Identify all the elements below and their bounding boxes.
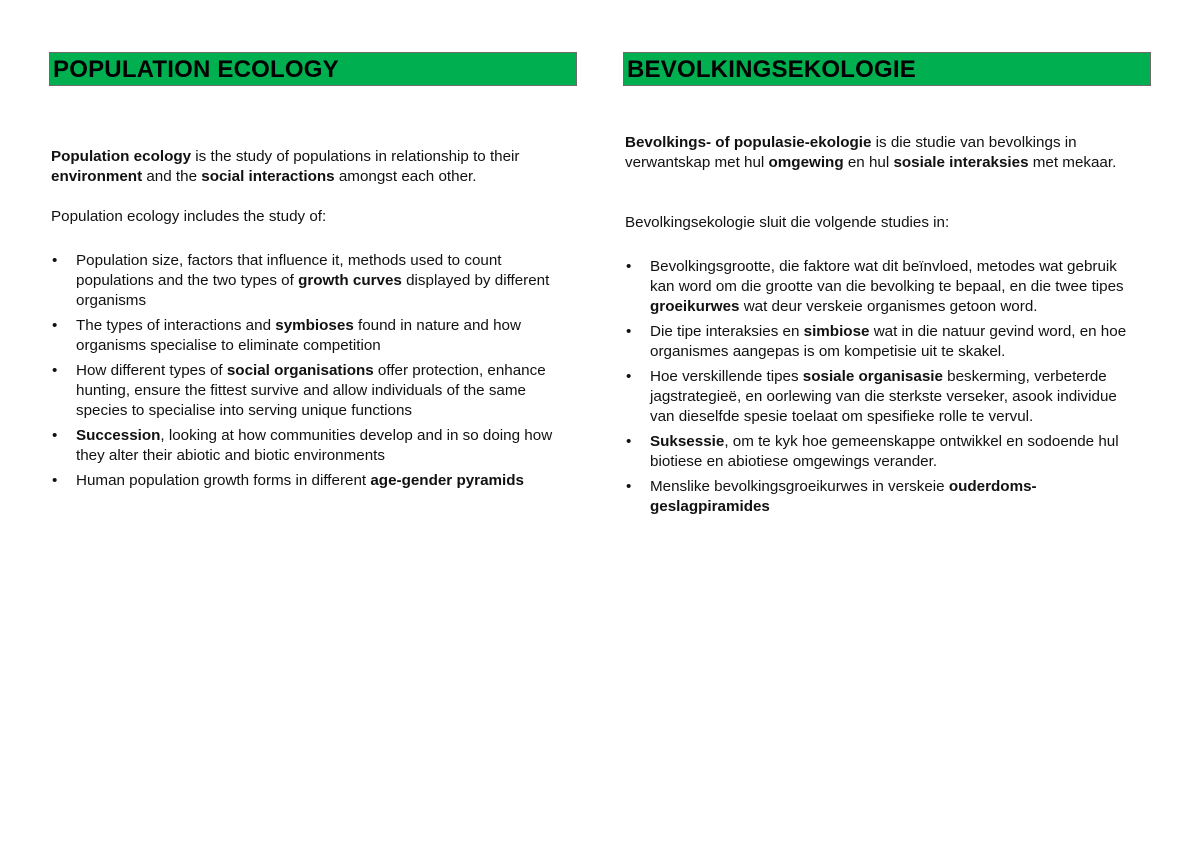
bullet-icon: • xyxy=(626,478,632,495)
english-intro-term-social: social interactions xyxy=(201,168,335,185)
list-item-text: , om te kyk hoe gemeenskappe ontwikkel en sodoende hul biotiese en abiotiese omgewings verander. xyxy=(650,433,1119,470)
list-item-term: age-gender pyramids xyxy=(370,472,524,489)
list-item-text: Human population growth forms in different xyxy=(76,472,371,489)
bullet-icon: • xyxy=(52,252,58,269)
list-item xyxy=(51,361,571,421)
list-item-text: Menslike bevolkingsgroeikurwes in verskeie xyxy=(650,478,949,495)
afrikaans-intro-term-omgewing: omgewing xyxy=(768,154,844,171)
list-item xyxy=(51,251,571,311)
english-intro-text: amongst each other. xyxy=(334,168,477,185)
list-item-term: growth curves xyxy=(298,272,402,289)
english-intro-text: is the study of populations in relationship to their xyxy=(191,148,520,165)
afrikaans-intro-text: is die studie van bevolkings in verwantskap met hul xyxy=(625,134,1077,171)
english-intro-term: Population ecology xyxy=(51,148,192,165)
list-item-text: wat deur verskeie organismes getoon word. xyxy=(739,298,1038,315)
afrikaans-column xyxy=(623,0,1153,849)
list-item xyxy=(625,257,1145,317)
list-item xyxy=(625,367,1145,427)
list-item-term: ouderdoms-geslagpiramides xyxy=(650,478,1037,515)
afrikaans-heading-banner xyxy=(623,52,1151,86)
list-item-text: wat in die natuur gevind word, en hoe organismes aangepas is om kompetisie uit te skakel. xyxy=(650,323,1127,360)
list-item-text: offer protection, enhance hunting, ensure the fittest survive and allow individuals of the same species to specialise into serving unique functions xyxy=(76,362,546,419)
english-intro xyxy=(51,147,571,187)
list-item-text: beskerming, verbeterde jagstrategieë, en oorlewing van die sterkste verseker, asook individue van dieselfde spesie toelaat om spesifieke rolle te vervul. xyxy=(650,368,1117,425)
list-item-text: , looking at how communities develop and in so doing how they alter their abiotic and biotic environments xyxy=(76,427,553,464)
english-heading: POPULATION ECOLOGY xyxy=(53,56,339,83)
list-item-term: Suksessie xyxy=(650,433,725,450)
afrikaans-intro-text: met mekaar. xyxy=(1028,154,1117,171)
list-item-term: social organisations xyxy=(226,362,374,379)
bullet-icon: • xyxy=(52,317,58,334)
list-item-term: sosiale organisasie xyxy=(802,368,943,385)
list-item-text: Population size, factors that influence it, methods used to count populations and the two types of xyxy=(76,252,502,289)
afrikaans-intro-text: en hul xyxy=(843,154,894,171)
afrikaans-intro-term: Bevolkings- of populasie-ekologie xyxy=(625,134,872,151)
list-item xyxy=(625,432,1145,472)
english-column xyxy=(49,0,579,849)
bullet-icon: • xyxy=(626,433,632,450)
english-includes-text: Population ecology includes the study of: xyxy=(51,208,327,225)
english-intro-term-environment: environment xyxy=(51,168,143,185)
list-item-text: displayed by different organisms xyxy=(76,272,550,309)
bullet-icon: • xyxy=(626,368,632,385)
list-item-text: How different types of xyxy=(76,362,227,379)
bullet-icon: • xyxy=(52,427,58,444)
list-item-term: Succession xyxy=(76,427,161,444)
afrikaans-topic-list xyxy=(625,257,1145,522)
english-heading-banner xyxy=(49,52,577,86)
list-item-term: simbiose xyxy=(803,323,870,340)
list-item-term: groeikurwes xyxy=(650,298,740,315)
bullet-icon: • xyxy=(52,472,58,489)
afrikaans-includes-text: Bevolkingsekologie sluit die volgende studies in: xyxy=(625,214,950,231)
list-item xyxy=(51,471,571,491)
afrikaans-heading: BEVOLKINGSEKOLOGIE xyxy=(627,56,916,83)
list-item-term: symbioses xyxy=(275,317,354,334)
list-item-text: Hoe verskillende tipes xyxy=(650,368,803,385)
list-item xyxy=(51,316,571,356)
list-item-text: Bevolkingsgrootte, die faktore wat dit beïnvloed, metodes wat gebruik kan word om die grootte van die bevolking te bepaal, en die twee tipes xyxy=(650,258,1124,295)
list-item-text: The types of interactions and xyxy=(76,317,276,334)
list-item xyxy=(51,426,571,466)
bullet-icon: • xyxy=(626,258,632,275)
list-item-text: Die tipe interaksies en xyxy=(650,323,804,340)
afrikaans-intro-term-sosiale: sosiale interaksies xyxy=(893,154,1029,171)
bullet-icon: • xyxy=(52,362,58,379)
list-item xyxy=(625,477,1145,517)
bullet-icon: • xyxy=(626,323,632,340)
english-intro-text: and the xyxy=(142,168,202,185)
list-item-text: found in nature and how organisms specialise to eliminate competition xyxy=(76,317,521,354)
list-item xyxy=(625,322,1145,362)
english-topic-list xyxy=(51,251,571,496)
afrikaans-intro xyxy=(625,133,1145,173)
